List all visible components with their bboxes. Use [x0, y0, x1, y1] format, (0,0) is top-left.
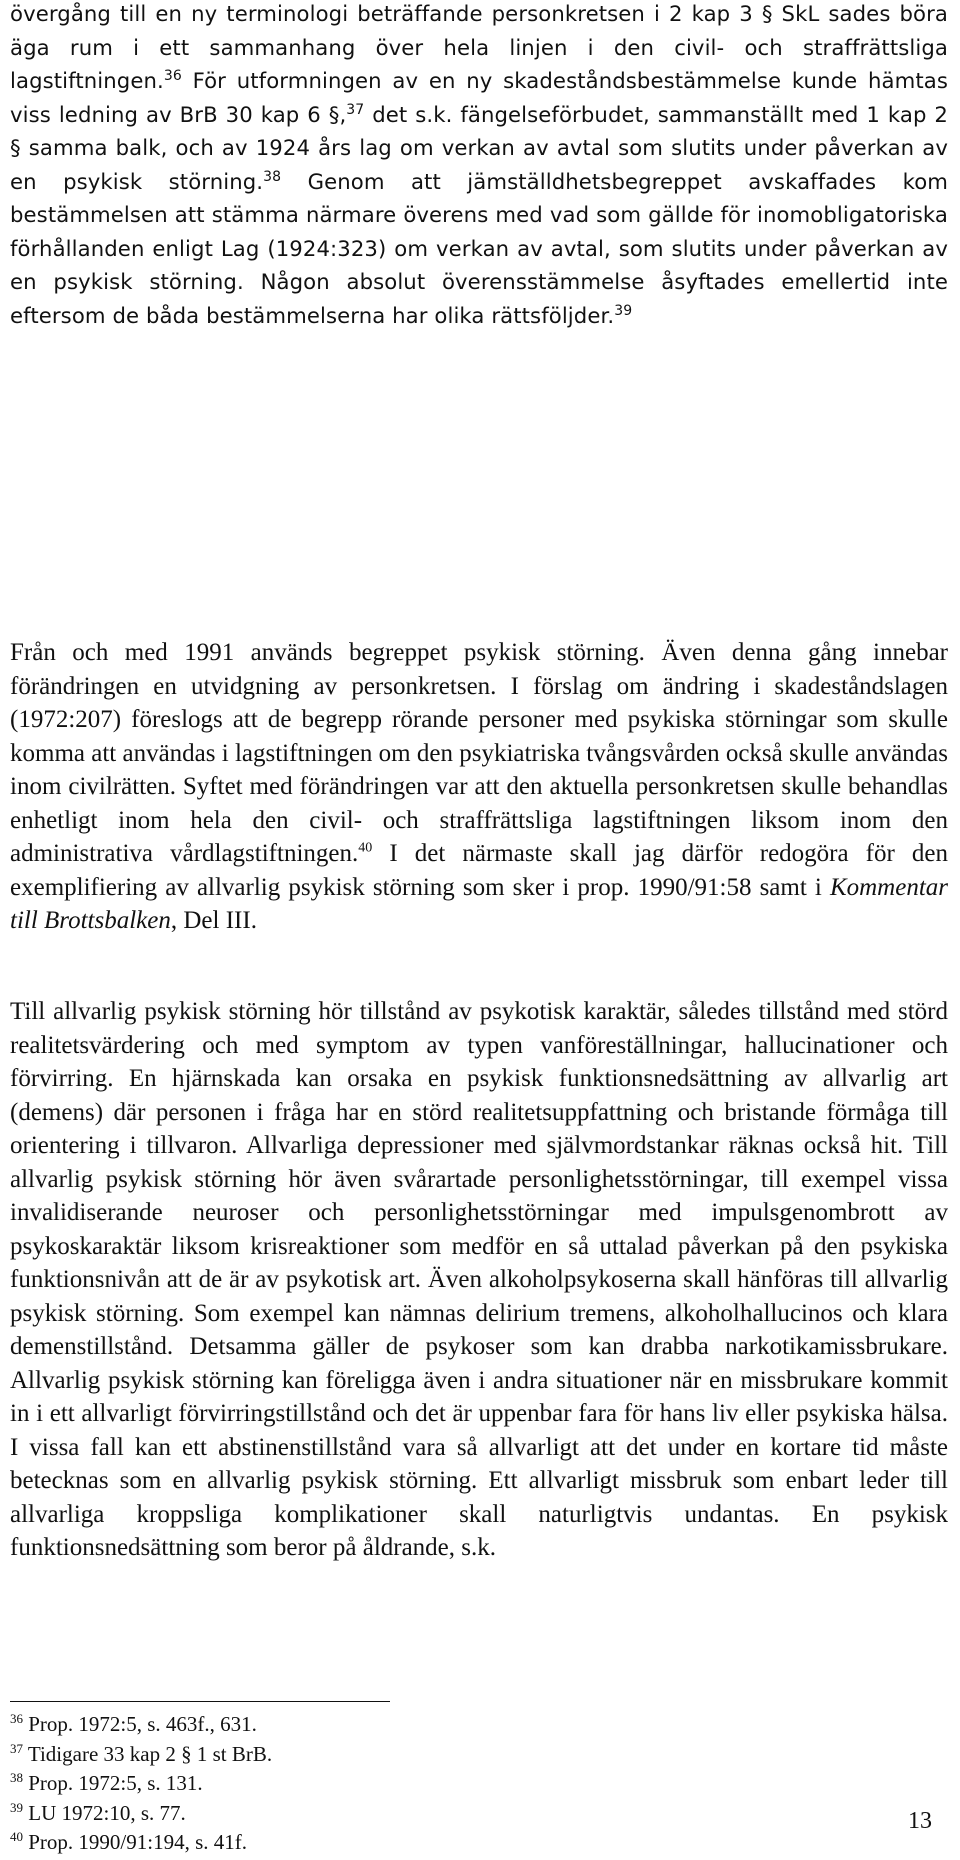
paragraph-text: Från och med 1991 används begreppet psykisk störning. Även denna gång innebar förändringen en utvidgning av personkretsen. I förslag om ändring i skadeståndslagen (1972:207) föreslogs att de begrepp rörande personer med psykiska störningar som skulle komma att användas i lagstiftningen om den psykiatriska tvångsvården också skulle användas inom civilrätten. Syftet med förändringen var att den aktuella personkretsen skulle behandlas enhetligt inom hela den civil- och straffrättsliga lagstiftningen liksom inom den administrativa vårdlagstiftningen. [10, 639, 948, 867]
footnote-ref-36[interactable]: 36 [163, 67, 182, 84]
footnote-ref-37[interactable]: 37 [346, 101, 365, 118]
footnote-number: 39 [10, 1799, 23, 1815]
footnote-number: 36 [10, 1711, 23, 1726]
footnote-text: LU 1972:10, s. 77. [23, 1800, 186, 1825]
footnote-number: 38 [10, 1770, 23, 1785]
footnote-number: 40 [10, 1829, 23, 1844]
footnotes [10, 1710, 710, 1858]
footnote-36 [10, 1710, 710, 1740]
paragraph-1991-change [10, 636, 948, 938]
footnote-text: Prop. 1972:5, s. 131. [23, 1771, 203, 1795]
paragraph-text: , Del III. [170, 907, 257, 934]
paragraph-text: det s.k. fängelseförbudet, sammanställt med 1 kap 2 § samma balk, och av 1924 års lag om verkan av avtal som slutits under påverkan av en psykisk störning. [10, 101, 948, 194]
paragraph-text: I det närmaste skall jag därför redogöra för den exemplifiering av allvarlig psykisk störning som sker i prop. 1990/91:58 samt i [10, 840, 948, 901]
footnote-ref-40[interactable]: 40 [358, 840, 373, 856]
footnote-40 [10, 1828, 710, 1858]
footnote-text: Prop. 1972:5, s. 463f., 631. [23, 1712, 257, 1736]
paragraph-text: Genom att jämställdhetsbegreppet avskaffades kom bestämmelsen att stämma närmare överens med vad som gällde för inomobligatoriska förhållanden enligt Lag (1924:323) om verkan av avtal, som slutits under påverkan av en psykisk störning. Någon absolut överensstämmelse åsyftades emellertid inte eftersom de båda bestämmelserna har olika rättsföljder. [10, 168, 949, 328]
footnote-divider [10, 1701, 390, 1702]
paragraph-text: För utformningen av en ny skadeståndsbestämmelse kunde hämtas viss ledning av BrB 30 kap 6 §, [10, 68, 948, 127]
footnote-38 [10, 1769, 710, 1799]
paragraph-severe-disorder: Till allvarlig psykisk störning hör tillstånd av psykotisk karaktär, således tillstånd med störd realitetsvärdering och med symptom av typen vanföreställningar, hallucinationer och förvirring. En hjärnskada kan orsaka en psykisk funktionsnedsättning av allvarlig art (demens) där personen i fråga har en störd realitetsuppfattning och bristande förmåga till orientering i tillvaron. Allvarliga depressioner med självmordstankar räknas också hit. Till allvarlig psykisk störning hör även svårartade personlighetsstörningar, till exempel vissa invalidiserande neuroser och personlighetsstörningar med impulsgenombrott av psykoskaraktär liksom krisreaktioner som medför en så uttalad påverkan på den psykiska funktionsnivån att de är av psykotisk art. Även alkoholpsykoserna skall hänföras till allvarlig psykisk störning. Som exempel kan nämnas delirium tremens, alkoholhallucinos och klara demenstillstånd. Detsamma gäller de psykoser som kan drabba narkotikamissbrukare. Allvarlig psykisk störning kan föreligga även i andra situationer när en missbrukare kommit in i ett allvarligt förvirringstillstånd och det är uppenbar fara för hans liv eller psykiska hälsa. I vissa fall kan ett abstinenstillstånd vara så allvarligt att det under en kortare tid måste betecknas som en allvarlig psykisk störning. Ett allvarligt missbruk som enbart leder till allvarliga kroppsliga komplikationer skall naturligtvis undantas. En psykisk funktionsnedsättning som beror på åldrande, s.k. [10, 998, 948, 1561]
footnote-text: Prop. 1990/91:194, s. 41f. [23, 1830, 248, 1854]
book-title: Kommentar till Brottsbalken [10, 873, 948, 934]
footnote-text: Tidigare 33 kap 2 § 1 st BrB. [23, 1741, 273, 1766]
footnote-ref-38[interactable]: 38 [263, 168, 282, 185]
page-number: 13 [908, 1808, 932, 1834]
paragraph-text: övergång till en ny terminologi beträffande personkretsen i 2 kap 3 § SkL sades böra äga rum i ett sammanhang över hela linjen i den civil- och straffrättsliga lagstiftningen. [10, 1, 948, 93]
paragraph-terminology [10, 0, 948, 332]
footnote-number: 37 [10, 1740, 23, 1756]
footnote-ref-39[interactable]: 39 [614, 302, 633, 319]
footnote-37 [10, 1740, 710, 1770]
footnote-39 [10, 1799, 710, 1829]
